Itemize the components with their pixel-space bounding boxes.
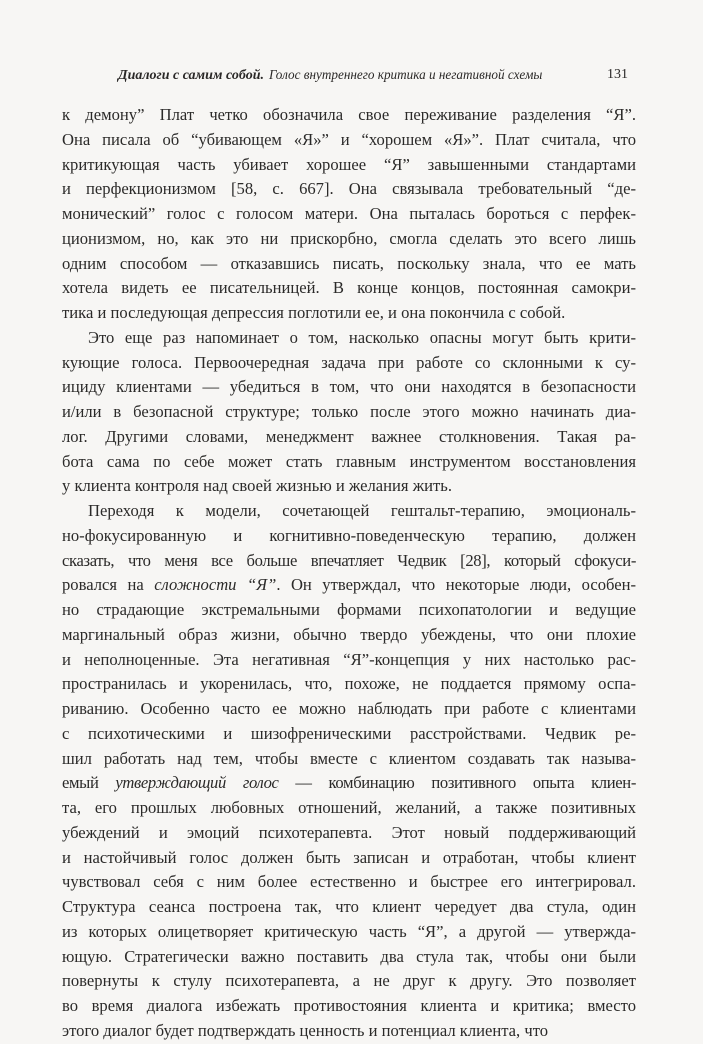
text-segment: . Он утверждал, что некоторые люди, особен- — [276, 575, 636, 595]
text-line: Это еще раз напоминает о том, насколько опасны могут быть крити- — [88, 327, 636, 347]
text-line: бота сама по себе может стать главным инструментом восстановления — [62, 451, 636, 471]
text-line: сказать, что меня все больше впечатляет Чедвик [28], который сфокуси- — [62, 550, 636, 570]
text-line: Она писала об “убивающем «Я»” и “хорошем «Я»”. Плат считала, что — [62, 129, 636, 149]
body-text — [62, 103, 636, 1044]
text-line: пространилась и укоренилась, что, похоже, не поддается прямому оспа- — [62, 674, 636, 694]
text-line: риванию. Особенно часто ее можно наблюдать при работе с клиентами — [62, 699, 636, 718]
text-line: кующие голоса. Первоочередная задача при работе со склонными к су- — [62, 352, 636, 372]
text-line: и/или в безопасной структуре; только после этого можно начинать диа- — [62, 402, 636, 421]
text-line: одним способом — отказавшись писать, поскольку знала, что ее мать — [62, 253, 636, 273]
page-number: 131 — [607, 67, 628, 82]
text-line: лог. Другими словами, менеджмент важнее столкновения. Такая ра- — [62, 426, 636, 446]
text-line — [62, 771, 636, 796]
text-line: и неполноценные. Эта негативная “Я”-концепция у них настолько рас- — [62, 649, 636, 669]
text-line: у клиента контроля над своей жизнью и желания жить. — [62, 476, 453, 496]
text-line: во время диалога избежать противостояния клиента и критика; вместо — [62, 996, 636, 1015]
text-line: этого диалог будет подтверждать ценность и потенциал клиента, что — [62, 1020, 549, 1040]
paragraph — [62, 103, 636, 326]
text-line: ициду клиентами — убедиться в том, что они находятся в безопасности — [62, 377, 636, 397]
paragraph — [62, 499, 636, 1044]
text-line: маргинальный образ жизни, обычно твердо убеждены, что они плохие — [62, 624, 636, 644]
text-line: но страдающие экстремальными формами психопатологии и ведущие — [62, 600, 636, 619]
header-chapter-title: Диалоги с самим собой. — [118, 68, 264, 83]
text-line: ционизмом, но, как это ни прискорбно, смогла сделать это всего лишь — [62, 228, 636, 248]
text-line: тика и последующая депрессия поглотили ее, и она покончила с собой. — [62, 303, 566, 322]
text-line: и настойчивый голос должен быть записан и отработан, чтобы клиент — [62, 847, 636, 867]
text-line: и перфекционизмом [58, с. 667]. Она связывала требовательный “де- — [62, 179, 636, 199]
text-line: критикующая часть убивает хорошее “Я” завышенными стандартами — [62, 154, 636, 174]
text-line: с психотическими и шизофреническими расстройствами. Чедвик ре- — [62, 723, 636, 743]
text-line: хотела видеть ее писательницей. В конце концов, постоянная самокри- — [62, 278, 636, 298]
text-line: повернуты к стулу психотерапевта, а не друг к другу. Это позволяет — [62, 971, 636, 991]
text-line: убеждений и эмоций психотерапевта. Этот новый поддерживающий — [62, 822, 636, 842]
text-segment: — комбинацию позитивного опыта клиен- — [278, 773, 636, 793]
paragraph — [62, 326, 636, 499]
text-line: та, его прошлых любовных отношений, желаний, а также позитивных — [62, 798, 636, 817]
text-line: но-фокусированную и когнитивно-поведенческую терапию, должен — [62, 525, 636, 545]
text-line: к демону” Плат четко обозначила свое переживание разделения “Я”. — [62, 105, 636, 124]
italic-term: утверждающий голос — [115, 773, 279, 793]
running-header — [118, 67, 628, 85]
text-line: чувствовал себя с ним более естественно и быстрее его интегрировал. — [62, 872, 636, 892]
text-line: Структура сеанса построена так, что клиент чередует два стула, один — [62, 897, 636, 916]
text-segment: ровался на — [62, 575, 155, 595]
text-line: монический” голос с голосом матери. Она пыталась бороться с перфек- — [62, 204, 636, 223]
text-line: ющую. Стратегически важно поставить два стула так, чтобы они были — [62, 946, 636, 966]
italic-term: сложности “Я” — [154, 575, 277, 595]
text-line: Переходя к модели, сочетающей гештальт-терапию, эмоциональ- — [88, 501, 636, 520]
text-segment: емый — [62, 773, 116, 793]
text-line: из которых олицетворяет критическую часть “Я”, а другой — утвержда- — [62, 921, 636, 941]
header-section-title: Голос внутреннего критика и негативной схемы — [268, 67, 543, 82]
text-line — [62, 573, 636, 598]
text-line: шил работать над тем, чтобы вместе с клиентом создавать так называ- — [62, 748, 636, 768]
